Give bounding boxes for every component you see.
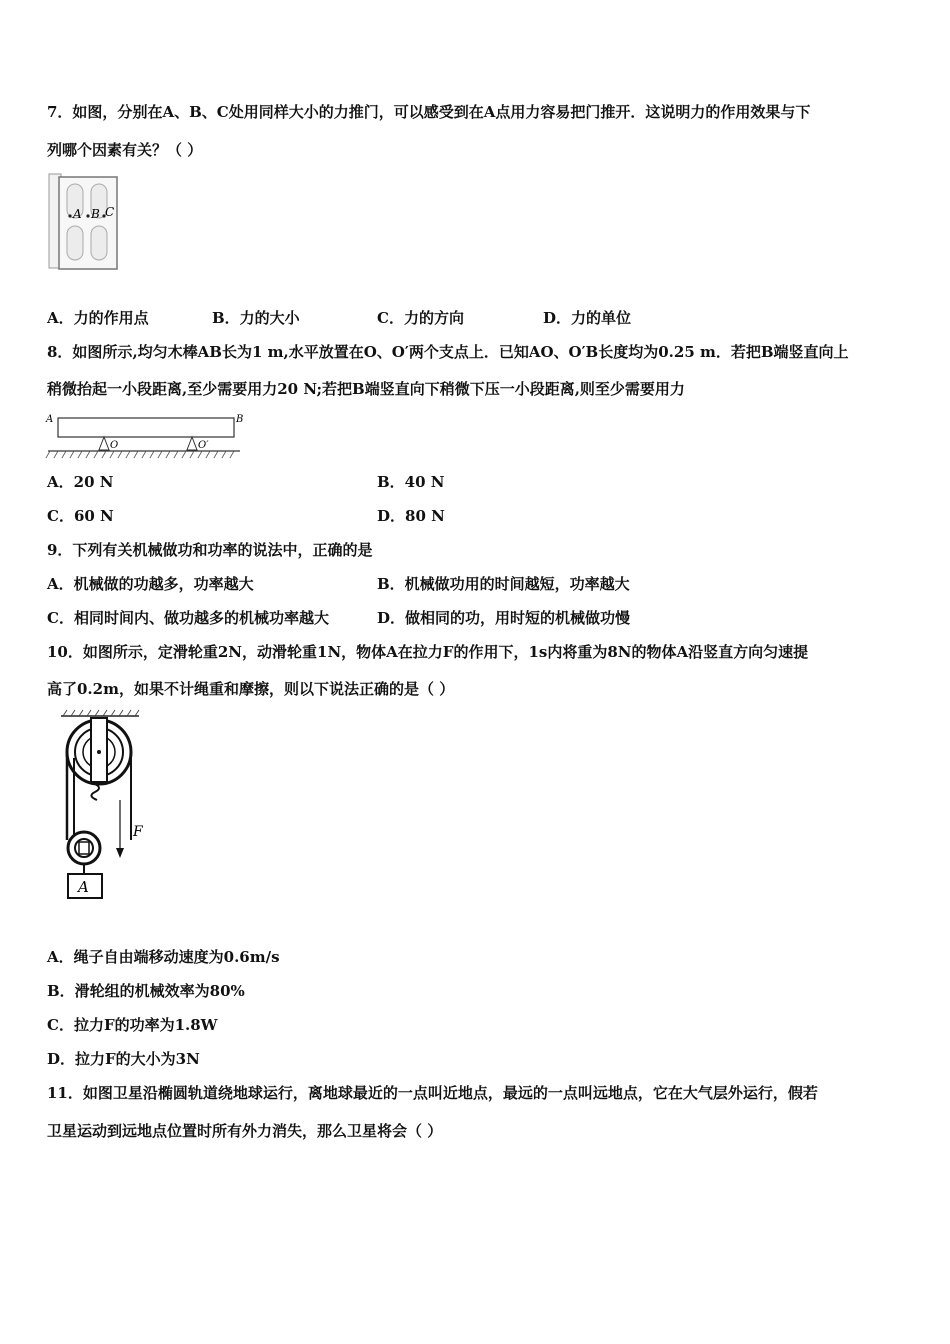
q10-option-a: A．绳子自由端移动速度为0.6m/s (47, 948, 280, 966)
q8-option-c: C．60 N (47, 507, 114, 525)
q9-option-a: A．机械做的功越多，功率越大 (47, 575, 254, 593)
q7-option-b: B．力的大小 (212, 309, 300, 327)
q10-option-d: D．拉力F的大小为3N (47, 1050, 200, 1068)
q8-option-a: A．20 N (47, 473, 114, 491)
lever-label-o: O (110, 440, 119, 451)
q8-stem-line1: 8．如图所示,均匀木棒AB长为1 m,水平放置在O、O′两个支点上．已知AO、O′B长度均为0.25 m．若把B端竖直向上 (47, 343, 849, 361)
q11-stem-line2: 卫星运动到远地点位置时所有外力消失，那么卫星将会（ ） (47, 1122, 443, 1140)
pulley-force-label: F (133, 824, 143, 840)
pulley-figure (55, 708, 165, 906)
q7-stem-line1: 7．如图，分别在A、B、C处用同样大小的力推门，可以感受到在A点用力容易把门推开．这说明力的作用效果与下 (47, 103, 811, 121)
q8-stem-line2: 稍微抬起一小段距离,至少需要用力20 N;若把B端竖直向下稍微下压一小段距离,则至少需要用力 (47, 380, 685, 398)
q7-option-d: D．力的单位 (543, 309, 632, 327)
q9-option-c: C．相同时间内、做功越多的机械功率越大 (47, 609, 329, 627)
q10-stem-line1: 10．如图所示，定滑轮重2N，动滑轮重1N，物体A在拉力F的作用下，1s内将重为8N的物体A沿竖直方向匀速提 (47, 643, 809, 661)
q9-option-d: D．做相同的功，用时短的机械做功慢 (377, 609, 631, 627)
q11-stem-line1: 11．如图卫星沿椭圆轨道绕地球运行，离地球最近的一点叫近地点，最远的一点叫远地点，它在大气层外运行，假若 (47, 1084, 818, 1102)
q10-stem-line2: 高了0.2m，如果不计绳重和摩擦，则以下说法正确的是（ ） (47, 680, 455, 698)
q10-option-b: B．滑轮组的机械效率为80% (47, 982, 245, 1000)
pulley-block-label: A (78, 878, 89, 896)
q9-stem: 9．下列有关机械做功和功率的说法中，正确的是 (47, 541, 373, 559)
lever-label-o-prime: O′ (198, 440, 209, 451)
door-label-b: B (91, 207, 100, 221)
q10-option-c: C．拉力F的功率为1.8W (47, 1016, 218, 1034)
q8-option-b: B．40 N (377, 473, 445, 491)
lever-label-b: B (236, 414, 244, 425)
lever-figure (44, 410, 244, 466)
lever-label-a: A (46, 414, 54, 425)
door-figure (47, 172, 123, 272)
q7-option-c: C．力的方向 (377, 309, 464, 327)
q7-stem-line2: 列哪个因素有关？（ ） (47, 141, 203, 159)
door-label-a: A (73, 207, 82, 221)
q7-option-a: A．力的作用点 (47, 309, 149, 327)
q8-option-d: D．80 N (377, 507, 445, 525)
q9-option-b: B．机械做功用的时间越短，功率越大 (377, 575, 630, 593)
door-label-c: C (105, 205, 115, 219)
